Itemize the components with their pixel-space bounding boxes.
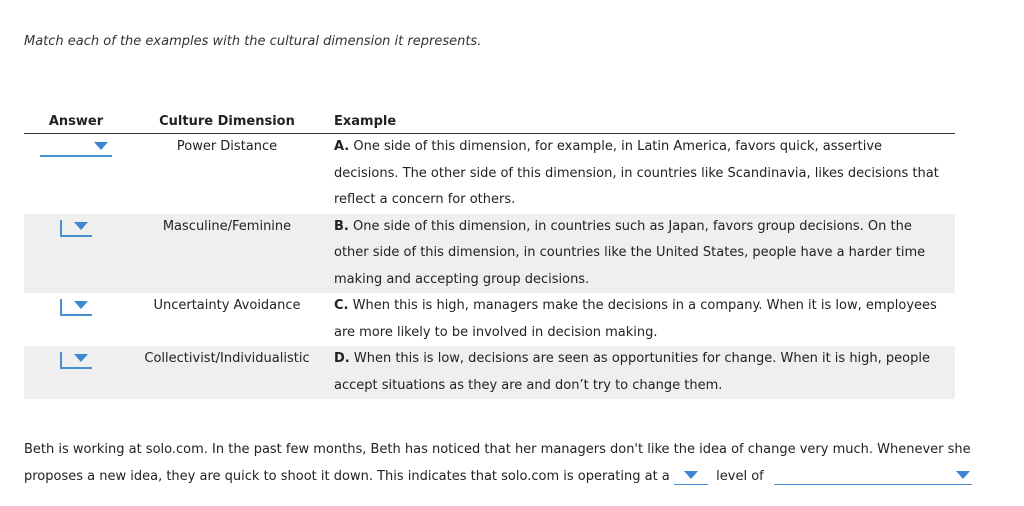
dropdown-underline bbox=[60, 314, 92, 316]
dropdown-underline bbox=[60, 367, 92, 369]
dimension-cell: Uncertainty Avoidance bbox=[153, 298, 301, 313]
dropdown-underline bbox=[674, 484, 708, 485]
table-row bbox=[24, 346, 955, 399]
answer-cell bbox=[24, 214, 128, 294]
header-answer: Answer bbox=[24, 112, 128, 134]
level-dropdown[interactable] bbox=[674, 469, 708, 485]
example-cell bbox=[326, 134, 955, 214]
dropdown-underline bbox=[40, 155, 112, 157]
answer-dropdown-4[interactable] bbox=[60, 351, 92, 369]
table-row bbox=[24, 134, 955, 214]
scenario-text-1: Beth is working at solo.com. In the past few months, Beth has noticed that her managers don't like the idea of change very much. Whenever she proposes a new idea, they are quick to shoot it down. This indicates that solo.com is operating at a bbox=[24, 442, 971, 484]
answer-cell bbox=[24, 134, 128, 214]
answer-dropdown-2[interactable] bbox=[60, 219, 92, 237]
table-header-row bbox=[24, 112, 955, 134]
answer-cell bbox=[24, 293, 128, 346]
example-cell bbox=[326, 293, 955, 346]
dimension-cell: Masculine/Feminine bbox=[128, 214, 326, 294]
example-letter: D. bbox=[334, 351, 350, 366]
example-cell bbox=[326, 346, 955, 399]
caret-down-icon[interactable] bbox=[74, 301, 88, 309]
example-letter: C. bbox=[334, 298, 349, 313]
dimension-cell: Collectivist/Individualistic bbox=[128, 346, 326, 399]
caret-down-icon[interactable] bbox=[94, 142, 108, 150]
header-example: Example bbox=[326, 112, 955, 134]
caret-down-icon[interactable] bbox=[956, 471, 970, 479]
example-text: When this is high, managers make the decisions in a company. When it is low, employees are more likely to be involved in decision making. bbox=[334, 298, 937, 340]
header-dimension: Culture Dimension bbox=[128, 112, 326, 134]
table-row bbox=[24, 293, 955, 346]
dropdown-underline bbox=[60, 235, 92, 237]
answer-cell bbox=[24, 346, 128, 399]
caret-down-icon[interactable] bbox=[684, 471, 698, 479]
example-cell bbox=[326, 214, 955, 294]
matching-table bbox=[24, 112, 955, 399]
example-letter: A. bbox=[334, 139, 350, 154]
scenario-text-2: level of bbox=[716, 469, 764, 484]
example-text: One side of this dimension, in countries such as Japan, favors group decisions. On the other side of this dimension, in countries like the United States, people have a harder time making and accepting group decisions. bbox=[334, 218, 926, 287]
dimension-cell: Power Distance bbox=[176, 139, 278, 154]
dropdown-underline bbox=[774, 484, 972, 485]
example-text: One side of this dimension, for example, in Latin America, favors quick, assertive decisions. The other side of this dimension, in countries like Scandinavia, likes decisions that reflect a concern for others. bbox=[334, 139, 939, 207]
caret-down-icon[interactable] bbox=[74, 222, 88, 230]
caret-down-icon[interactable] bbox=[74, 354, 88, 362]
dimension-dropdown[interactable] bbox=[774, 469, 972, 485]
table-row bbox=[24, 214, 955, 294]
example-letter: B. bbox=[334, 218, 349, 234]
answer-dropdown-3[interactable] bbox=[60, 298, 92, 316]
answer-dropdown-1[interactable] bbox=[40, 139, 112, 157]
example-text: When this is low, decisions are seen as opportunities for change. When it is high, people accept situations as they are and don’t try to change them. bbox=[334, 351, 930, 393]
scenario-paragraph bbox=[24, 436, 1014, 490]
question-prompt: Match each of the examples with the cultural dimension it represents. bbox=[24, 34, 482, 49]
